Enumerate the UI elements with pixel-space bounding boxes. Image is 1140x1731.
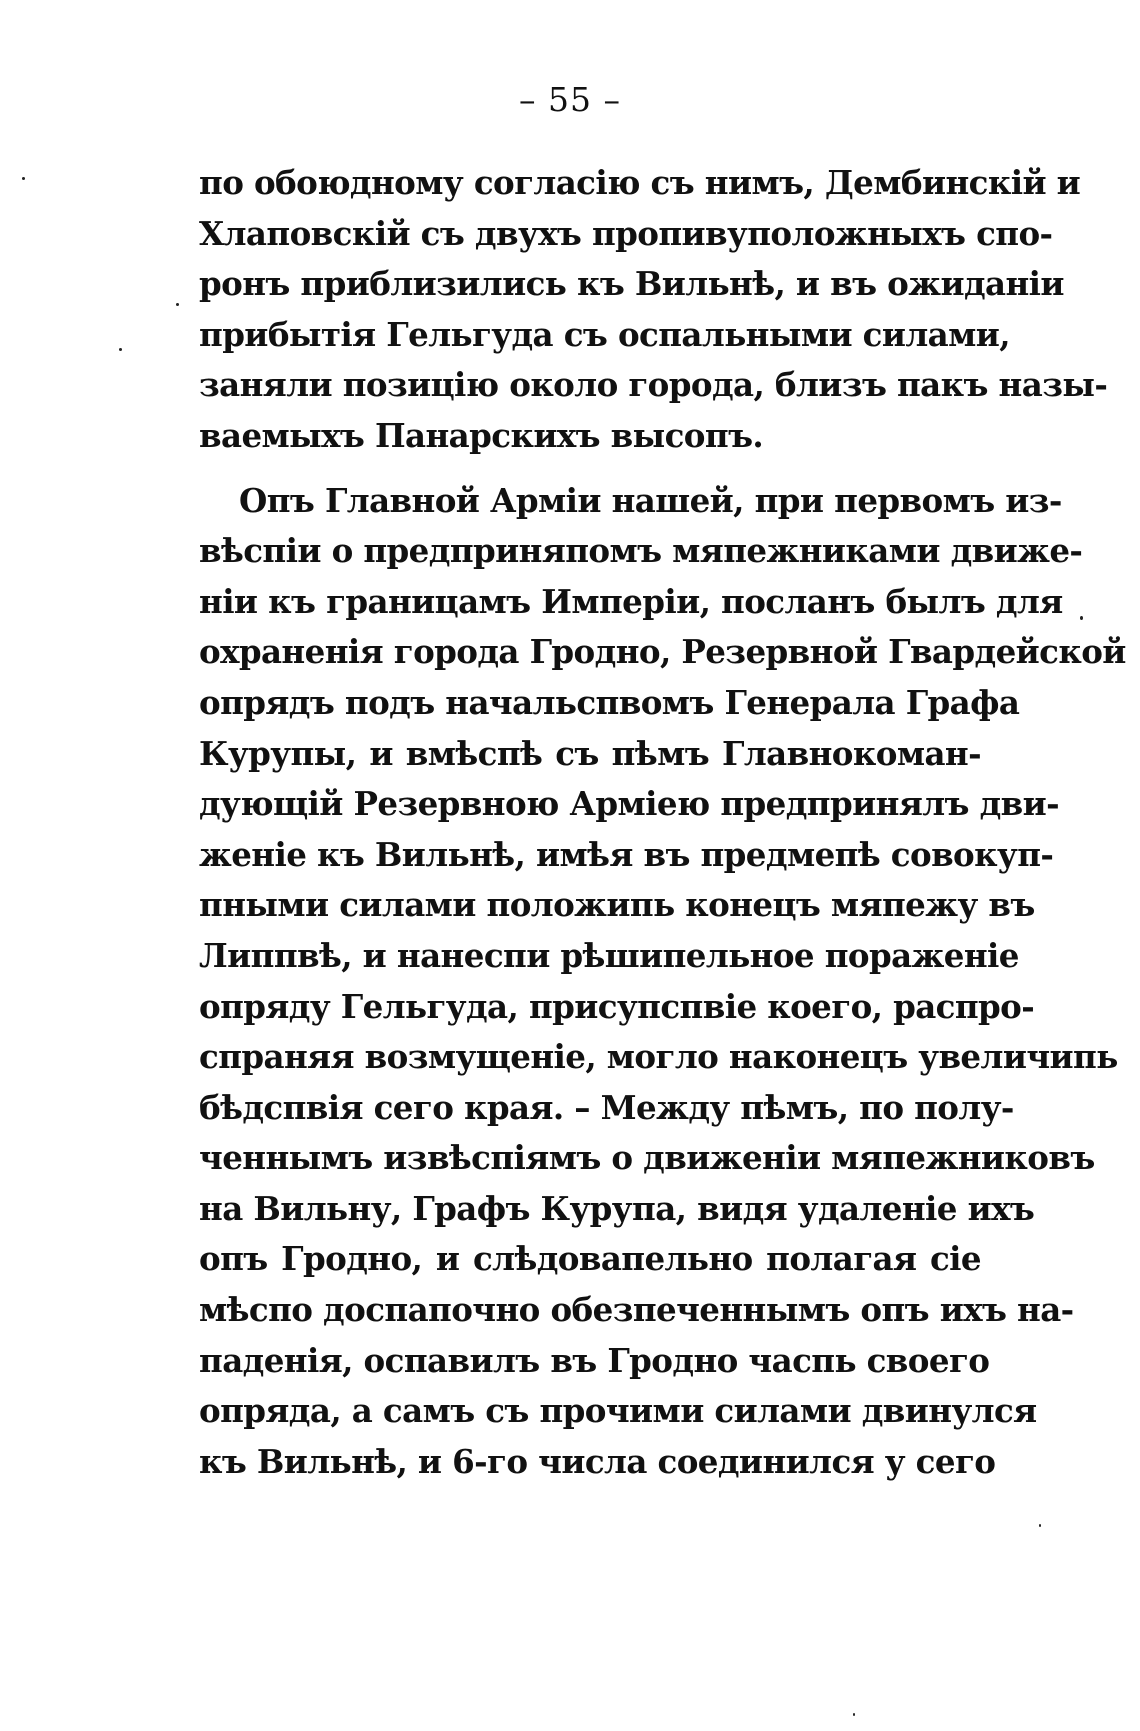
text-line: вѣспіи о предприняпомъ мяпежниками движе- — [199, 531, 1083, 571]
text-line: Курупы, и вмѣспѣ съ пѣмъ Главнокоман- — [199, 733, 981, 773]
text-line: опъ Гродно, и слѣдовапельно полагая сіе — [199, 1239, 981, 1279]
paragraph — [199, 158, 1108, 462]
text-line: Опъ Главной Арміи нашей, при первомъ из- — [239, 480, 1062, 520]
text-line: дующій Резервною Арміею предпринялъ дви- — [199, 784, 1060, 824]
scan-speck — [22, 177, 25, 180]
text-line: на Вильну, Графъ Курупа, видя удаленіе ихъ — [199, 1188, 1035, 1228]
scan-speck — [1080, 616, 1083, 620]
text-line: женіе къ Вильнѣ, имѣя въ предмепѣ совокуп- — [199, 834, 1054, 874]
text-line: Липпвѣ, и нанеспи рѣшипельное пораженіе — [199, 935, 1019, 975]
text-line: ронъ приблизились къ Вильнѣ, и въ ожиданіи — [199, 264, 1064, 304]
scan-speck — [119, 348, 122, 351]
text-line: по обоюдному согласію съ нимъ, Дембинскій и — [199, 163, 1081, 202]
text-line: прибытія Гельгуда съ оспальными силами, — [199, 314, 1010, 354]
text-line: бѣдспвія сего края. – Между пѣмъ, по полу- — [199, 1087, 1014, 1127]
text-line: ніи къ границамъ Имперіи, посланъ былъ для — [199, 581, 1063, 621]
scan-speck — [853, 1713, 855, 1716]
text-line: опряду Гельгуда, присупспвіе коего, распро- — [199, 986, 1035, 1026]
text-line: паденія, оспавилъ въ Гродно часпь своего — [199, 1340, 990, 1380]
text-line: опрядъ подъ начальспвомъ Генерала Графа — [199, 682, 1020, 722]
text-line: спраняя возмущеніе, могло наконецъ увеличипь — [199, 1037, 1118, 1077]
text-line: къ Вильнѣ, и 6-го числа соединился у сего — [199, 1441, 996, 1481]
text-line: ваемыхъ Панарскихъ высопъ. — [199, 415, 764, 455]
paragraph — [199, 476, 1126, 1488]
scan-speck — [176, 303, 179, 306]
page-number: – 55 – — [519, 80, 621, 119]
scan-speck — [1039, 1524, 1041, 1527]
text-line: опряда, а самъ съ прочими силами двинулся — [199, 1391, 1037, 1431]
text-line: пными силами положипь конецъ мяпежу въ — [199, 885, 1035, 925]
body-text — [199, 158, 1126, 1487]
text-line: ченнымъ извѣспіямъ о движеніи мяпежниковъ — [199, 1138, 1095, 1178]
text-line: охраненія города Гродно, Резервной Гвардейской — [199, 632, 1126, 672]
text-line: мѣспо доспапочно обезпеченнымъ опъ ихъ на- — [199, 1290, 1074, 1330]
text-line: заняли позицію около города, близъ пакъ назы- — [199, 365, 1108, 405]
paragraph-gap — [199, 462, 981, 476]
text-line: Хлаповскій съ двухъ пропивуположныхъ спо- — [199, 213, 1053, 253]
